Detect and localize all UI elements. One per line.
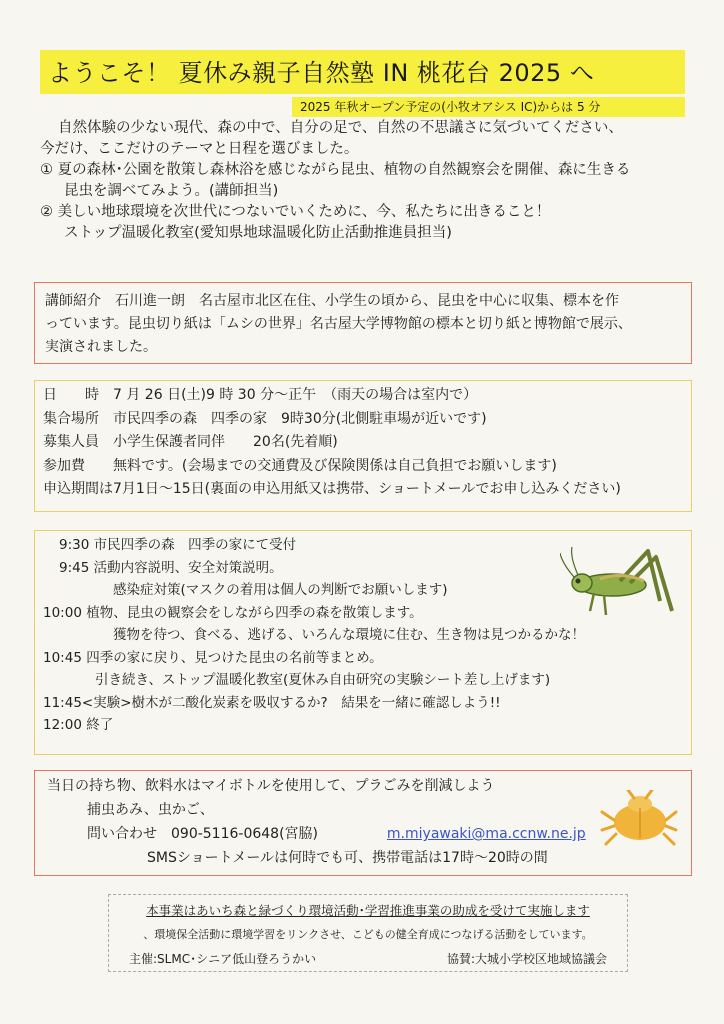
schedule-item: 10:00 植物、昆虫の観察会をしながら四季の森を散策します。 [43,604,423,621]
schedule-item: 感染症対策(マスクの着用は個人の判断でお願いします) [113,582,448,598]
grasshopper-icon [560,545,680,625]
items-line: 当日の持ち物、飲料水はマイボトルを使用して、プラごみを削減しよう [47,778,495,794]
footer-line: 、環境保全活動に環境学習をリンクさせ、こどもの健全育成につなげる活動をしています。 [143,928,593,941]
footer-box [108,894,628,972]
subtitle: 2025 年秋オープン予定の(小牧オアシス IC)からは 5 分 [300,100,601,114]
footer-organizers [119,947,617,971]
sms-line: SMSショートメールは何時でも可、携帯電話は17時～20時の間 [147,850,548,866]
schedule-item: 11:45<実験>樹木が二酸化炭素を吸収するか? 結果を一緒に確認しよう!! [43,694,501,711]
footer-lead: 本事業はあいち森と緑づくり環境活動･学習推進事業の助成を受けて実施します [146,903,590,918]
detail-date: 日 時 7 月 26 日(土)9 時 30 分～正午 （雨天の場合は室内で） [43,387,478,403]
footer-support: 協賛:大城小学校区地域協議会 [446,952,607,966]
detail-fee: 参加費 無料です。(会場までの交通費及び保険関係は自己負担でお願いします) [43,457,557,474]
footer-host: 主催:SLMC･シニア低山登ろうかい [129,952,317,966]
contact-phone: 問い合わせ 090-5116-0648(宮脇) [87,826,319,842]
schedule-item: 9:30 市民四季の森 四季の家にて受付 [59,537,297,553]
title-main: ようこそ！ 夏休み親子自然塾 IN 桃花台 [48,59,491,87]
page-title [48,53,594,88]
lecturer-box [34,282,692,364]
info-box [34,770,692,876]
contact-line [47,822,679,846]
lecturer-line: っています。昆虫切り紙は「ムシの世界」名古屋大学博物館の標本と切り紙と博物館で展示、 [45,316,632,332]
lecturer-line: 実演されました。 [45,339,157,355]
title-year: 2025 へ [498,59,595,87]
intro-item: ② 美しい地球環境を次世代につないでいくために、今、私たちに出きること！ [40,204,551,220]
detail-period: 申込期間は7月1日～15日(裏面の申込用紙又は携帯、ショートメールでお申し込みください) [43,481,621,497]
schedule-item: 12:00 終了 [43,717,114,733]
lecturer-line: 講師紹介 石川進一朗 名古屋市北区在住、小学生の頃から、昆虫を中心に収集、標本を作 [45,293,619,309]
schedule-item: 引き続き、ストップ温暖化教室(夏休み自由研究の実験シート差し上げます) [95,672,551,688]
beetle-icon [600,790,678,850]
contact-email-link[interactable]: m.miyawaki@ma.ccnw.ne.jp [386,826,586,842]
intro-line: 今だけ、ここだけのテーマと日程を選びました。 [40,141,359,157]
event-details-box [34,380,692,512]
schedule-item: 獲物を待つ、食べる、逃げる、いろんな環境に住む、生き物は見つかるかな！ [113,627,585,643]
intro-item: 昆虫を調べてみよう。(講師担当) [64,183,279,199]
intro-item: ① 夏の森林･公園を散策し森林浴を感じながら昆虫、植物の自然観察会を開催、森に生きる [40,162,631,178]
intro-item: ストップ温暖化教室(愛知県地球温暖化防止活動推進員担当) [64,225,452,241]
detail-place: 集合場所 市民四季の森 四季の家 9時30分(北側駐車場が近いです) [43,410,487,427]
intro-section [40,118,700,244]
items-line: 捕虫あみ、虫かご、 [87,802,214,818]
schedule-item: 9:45 活動内容説明、安全対策説明。 [59,559,283,576]
detail-people: 募集人員 小学生保護者同伴 20名(先着順) [43,434,338,450]
intro-line: 自然体験の少ない現代、森の中で、自分の足で、自然の不思議さに気づいてください、 [58,120,623,136]
schedule-item: 10:45 四季の家に戻り、見つけた昆虫の名前等まとめ。 [43,649,383,666]
